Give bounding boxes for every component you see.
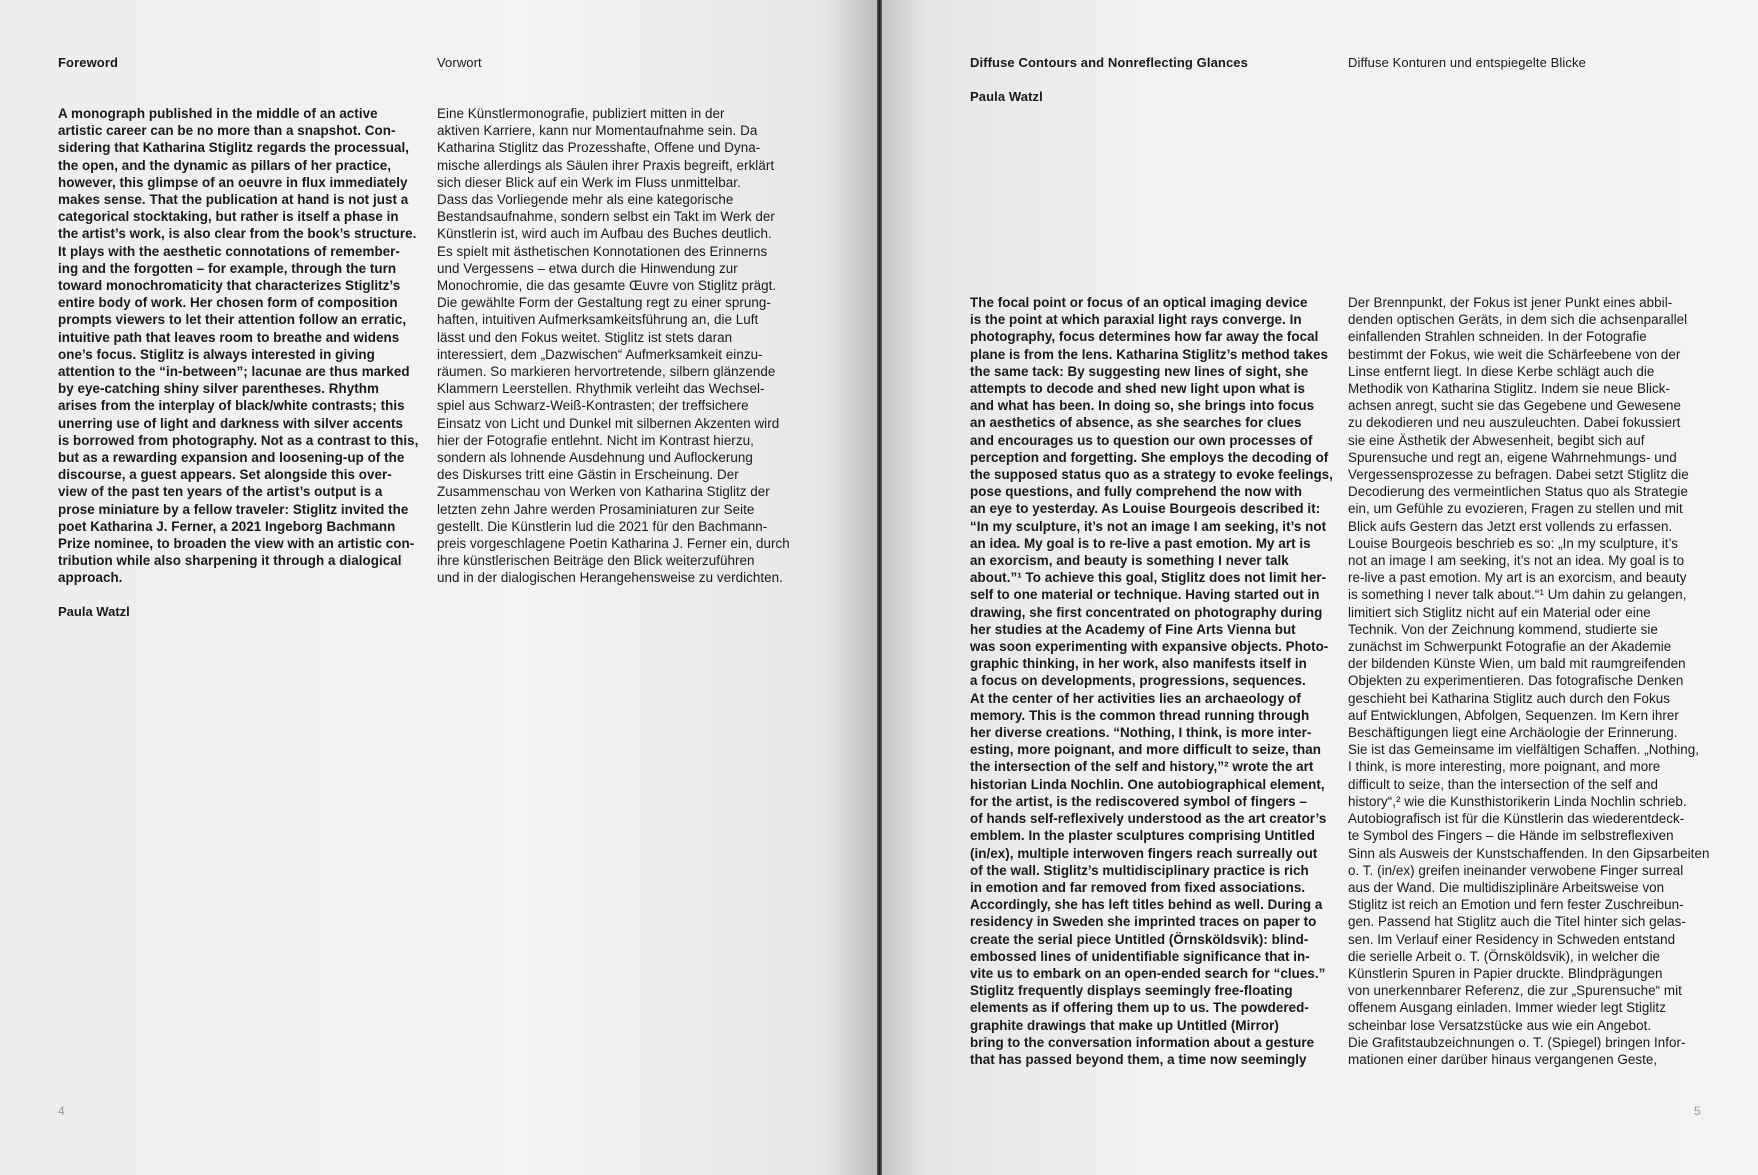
foreword-heading: Foreword — [58, 55, 119, 70]
vorwort-body-german: Eine Künstlermonografie, publiziert mitten in der aktiven Karriere, kann nur Momentaufnahme sein. Da Katharina Stiglitz das Prozesshafte, Offene und Dyna- mische allerdings als Säulen ihrer Praxis begreift, erklärt sich dieser Blick auf ein Werk im Fluss unmittelbar. Dass das Vorliegende mehr als eine kategorische Bestandsaufnahme, sondern selbst ein Takt im Werk der Künstlerin ist, wird auch im Aufbau des Buches deutlich. Es spielt mit ästhetischen Konnotationen des Erinnerns und Vergessens – etwa durch die Hinwendung zur Monochromie, die das gesamte Œuvre von Stiglitz prägt. Die gewählte Form der Gestaltung regt zu einer sprung- haften, intuitiven Aufmerksamkeitsführung an, die Luft lässt und den Fokus weitet. Stiglitz ist stets daran interessiert, dem „Dazwischen“ Aufmerksamkeit einzu- räumen. So markieren hervortretende, silbern glänzende Klammern Leerstellen. Rhythmik verleiht das Wechsel- spiel aus Schwarz-Weiß-Kontrasten; der treffsichere Einsatz von Licht und Dunkel mit silbernen Akzenten wird hier der Fotografie entlehnt. Nicht im Kontrast hierzu, sondern als lohnende Ausdehnung und Auflockerung des Diskurses tritt eine Gästin in Erscheinung. Der Zusammenschau von Werken von Katharina Stiglitz der letzten zehn Jahre werden Prosaminiaturen zur Seite gestellt. Die Künstlerin lud die 2021 für den Bachmann- preis vorgeschlagene Poetin Katharina J. Ferner ein, durch ihre künstlerischen Beiträge den Blick weiterzuführen und in der dialogischen Herangehensweise zu verdichten. — [437, 106, 790, 586]
essay-body-german: Der Brennpunkt, der Fokus ist jener Punkt eines abbil- denden optischen Geräts, in dem sich die achsenparallel einfallenden Strahlen schneiden. In der Fotografie bestimmt der Fokus, wie weit die Schärfeebene von der Linse entfernt liegt. In diese Kerbe schlägt auch die Methodik von Katharina Stiglitz. Indem sie neue Blick- achsen anregt, sucht sie das Gegebene und Gewesene zu dekodieren und neu auszuleuchten. Dabei fokussiert sie eine Ästhetik der Abwesenheit, begibt sich auf Spurensuche und regt an, eigene Wahrnehmungs- und Vergessensprozesse zu befragen. Dabei setzt Stiglitz die Decodierung des vermeintlichen Status quo als Strategie ein, um Gefühle zu evozieren, Fragen zu stellen und mit Blick aufs Gestern das Jetzt erst vollends zu erfassen. Louise Bourgeois beschrieb es so: „In my sculpture, it’s not an image I am seeking, it’s not an idea. My goal is to re-live a past emotion. My art is an exorcism, and beauty is something I never talk about.“¹ Um dahin zu gelangen, limitiert sich Stiglitz nicht auf ein Material oder eine Technik. Von der Zeichnung kommend, studierte sie zunächst im Schwerpunkt Fotografie an der Akademie der bildenden Künste Wien, um bald mit raumgreifenden Objekten zu experimentieren. Das fotografische Denken geschieht bei Katharina Stiglitz auch durch den Fokus auf Entwicklungen, Abfolgen, Sequenzen. Im Kern ihrer Beschäftigungen liegt eine Archäologie der Erinnerung. Sie ist das Gemeinsame im vielfältigen Schaffen. „Nothing, I think, is more interesting, more poignant, and more difficult to seize, than the intersection of the self and history“,² wie die Kunsthistorikerin Linda Nochlin schrieb. Autobiografisch ist für die Künstlerin das wiederentdeck- te Symbol des Fingers – die Hände im selbstreflexiven Sinn als Ausweis der Kunstschaffenden. In den Gipsarbeiten o. T. (in/ex) greifen ineinander verwobene Finger surreal aus der Wand. Die multidisziplinäre Arbeitsweise von Stiglitz ist reich an Emotion und fern fester Zuschreibun- gen. Passend hat Stiglitz auch die Titel hinter sich gelas- sen. Im Verlauf einer Residency in Schweden entstand die serielle Arbeit o. T. (Örnsköldsvik), in welcher die Künstlerin Spuren in Papier druckte. Blindprägungen von unerkennbarer Referenz, die zur „Spurensuche“ mit offenem Ausgang einladen. Immer wieder legt Stiglitz scheinbar lose Versatzstücke aus wie ein Angebot. Die Grafitstaubzeichnungen o. T. (Spiegel) bringen Infor- mationen einer darüber hinaus vergangenen Geste, — [1348, 295, 1710, 1067]
right-page — [882, 0, 1758, 1175]
foreword-body-english: A monograph published in the middle of an active artistic career can be no more than a snapshot. Con- sidering that Katharina Stiglitz regards the processual, the open, and the dynamic as pillars of her practice, however, this glimpse of an oeuvre in flux immediately makes sense. That the publication at hand is not just a categorical stocktaking, but rather is itself a phase in the artist’s work, is also clear from the book’s structure. It plays with the aesthetic connotations of remember- ing and the forgotten – for example, through the turn toward monochromaticity that characterizes Stiglitz’s entire body of work. Her chosen form of composition prompts viewers to let their attention follow an erratic, intuitive path that leaves room to breathe and widens one’s focus. Stiglitz is always interested in giving attention to the “in-between”; lacunae are thus marked by eye-catching shiny silver parentheses. Rhythm arises from the interplay of black/white contrasts; this unerring use of light and darkness with silver accents is borrowed from photography. Not as a contrast to this, but as a rewarding expansion and loosening-up of the discourse, a guest appears. Set alongside this over- view of the past ten years of the artist’s output is a prose miniature by a fellow traveler: Stiglitz invited the poet Katharina J. Ferner, a 2021 Ingeborg Bachmann Prize nominee, to broaden the view with an artistic con- tribution while also sharpening it through a dialogical approach. — [58, 106, 419, 586]
vorwort-heading: Vorwort — [437, 55, 482, 70]
left-page — [0, 0, 877, 1175]
essay-title-german: Diffuse Konturen und entspiegelte Blicke — [1348, 55, 1586, 70]
essay-title-english: Diffuse Contours and Nonreflecting Glances — [970, 55, 1248, 70]
page-number-left: 4 — [58, 1104, 65, 1118]
page-number-right: 5 — [1694, 1104, 1701, 1118]
essay-body-english: The focal point or focus of an optical imaging device is the point at which paraxial light rays converge. In photography, focus determines how far away the focal plane is from the lens. Katharina Stiglitz’s method takes the same tack: By suggesting new lines of sight, she attempts to decode and shed new light upon what is and what has been. In doing so, she brings into focus an aesthetics of absence, as she searches for clues and encourages us to question our own processes of perception and forgetting. She employs the decoding of the supposed status quo as a strategy to evoke feelings, pose questions, and fully comprehend the now with an eye to yesterday. As Louise Bourgeois described it: “In my sculpture, it’s not an image I am seeking, it’s not an idea. My goal is to re-live a past emotion. My art is an exorcism, and beauty is something I never talk about.”¹ To achieve this goal, Stiglitz does not limit her- self to one material or technique. Having started out in drawing, she first concentrated on photography during her studies at the Academy of Fine Arts Vienna but was soon experimenting with expansive objects. Photo- graphic thinking, in her work, also manifests itself in a focus on developments, progressions, sequences. At the center of her activities lies an archaeology of memory. This is the common thread running through her diverse creations. “Nothing, I think, is more inter- esting, more poignant, and more difficult to seize, than the intersection of the self and history,”² wrote the art historian Linda Nochlin. One autobiographical element, for the artist, is the rediscovered symbol of fingers – of hands self-reflexively understood as the art creator’s emblem. In the plaster sculptures comprising Untitled (in/ex), multiple interwoven fingers reach surreally out of the wall. Stiglitz’s multidisciplinary practice is rich in emotion and far removed from fixed associations. Accordingly, she has left titles behind as well. During a residency in Sweden she imprinted traces on paper to create the serial piece Untitled (Örnsköldsvik): blind- embossed lines of unidentifiable significance that in- vite us to embark on an open-ended search for “clues.” Stiglitz frequently displays seemingly free-floating elements as if offering them up to us. The powdered- graphite drawings that make up Untitled (Mirror) bring to the conversation information about a gesture that has passed beyond them, a time now seemingly — [970, 295, 1333, 1067]
foreword-signature: Paula Watzl — [58, 604, 130, 619]
essay-author: Paula Watzl — [970, 89, 1043, 104]
